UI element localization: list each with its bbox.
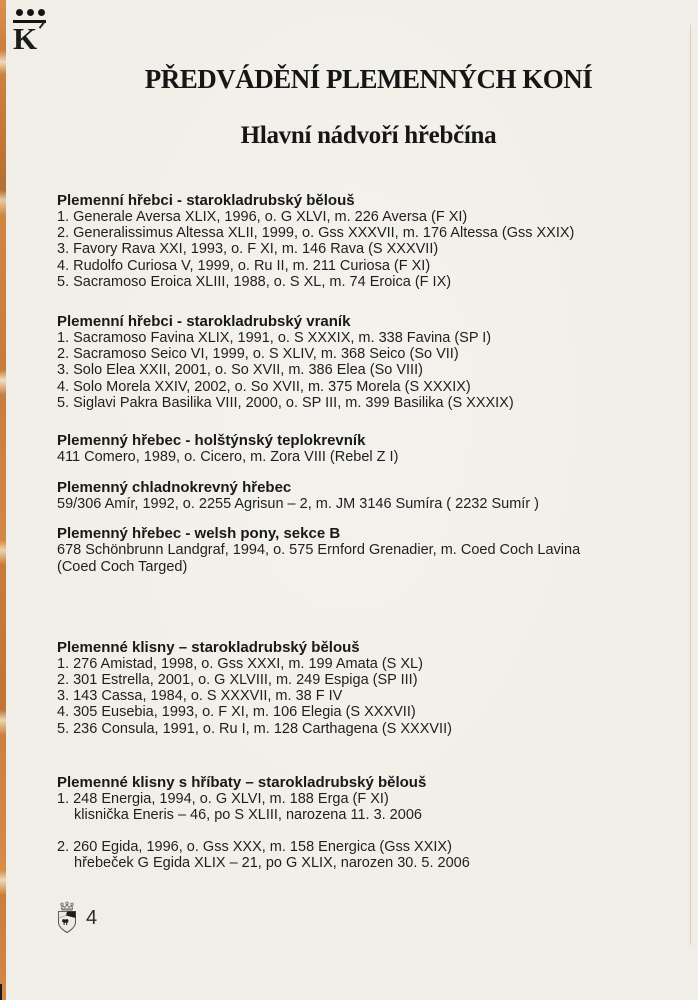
binding-stripe — [0, 0, 6, 1000]
page-footer — [55, 901, 97, 935]
horse-entry: 3. Solo Elea XXII, 2001, o. So XVII, m. 386 Elea (So VIII) — [57, 362, 423, 379]
logo-dot — [27, 9, 34, 16]
section-heading: Plemenní hřebci - starokladrubský vraník — [57, 313, 351, 331]
horse-entry: 1. 248 Energia, 1994, o. G XLVI, m. 188 Erga (F XI) — [57, 790, 389, 807]
section-heading: Plemenný hřebec - welsh pony, sekce B — [57, 525, 341, 543]
mare-foal-entry — [57, 791, 680, 823]
section-stallions-black — [57, 313, 680, 411]
horse-entry: 5. 236 Consula, 1991, o. Ru I, m. 128 Carthagena (S XXXVII) — [57, 720, 452, 737]
crest-icon — [55, 901, 79, 935]
page-number: 4 — [86, 906, 98, 929]
page-subtitle: Hlavní nádvoří hřebčína — [240, 122, 497, 149]
horse-entry: 5. Siglavi Pakra Basilika VIII, 2000, o. SP III, m. 399 Basilika (S XXXIX) — [57, 394, 514, 411]
section-stallion-holstein — [57, 432, 680, 465]
logo-accent-mark — [39, 21, 46, 29]
section-stallions-grey — [57, 192, 680, 290]
section-heading: Plemenný chladnokrevný hřebec — [57, 479, 292, 497]
horse-entry: 59/306 Amír, 1992, o. 2255 Agrisun – 2, m. JM 3146 Sumíra ( 2232 Sumír ) — [57, 496, 539, 513]
section-stallion-welsh-pony — [57, 525, 680, 574]
horse-entry: 678 Schönbrunn Landgraf, 1994, o. 575 Ernford Grenadier, m. Coed Coch Lavina — [57, 542, 581, 559]
horse-entry: 2. Sacramoso Seico VI, 1999, o. S XLIV, m. 368 Seico (So VII) — [57, 346, 459, 363]
section-heading: Plemenný hřebec - holštýnský teplokrevník — [57, 432, 366, 450]
scan-corner-mark — [0, 984, 2, 1000]
foal-detail: klisnička Eneris – 46, po S XLIII, narozena 11. 3. 2006 — [74, 807, 422, 824]
horse-entry: 3. 143 Cassa, 1984, o. S XXXVII, m. 38 F IV — [57, 688, 343, 705]
section-mares-with-foals — [57, 774, 680, 872]
horse-entry: 4. Rudolfo Curiosa V, 1999, o. Ru II, m. 211 Curiosa (F XI) — [57, 257, 431, 274]
logo-dot — [16, 9, 23, 16]
section-mares-grey — [57, 639, 680, 737]
logo-dot — [38, 9, 45, 16]
horse-entry: 2. Generalissimus Altessa XLII, 1999, o. Gss XXXVII, m. 176 Altessa (Gss XXIX) — [57, 225, 575, 242]
logo-letter-wrap — [13, 23, 53, 55]
horse-entry: 2. 301 Estrella, 2001, o. G XLVIII, m. 249 Espiga (SP III) — [57, 672, 418, 689]
page-content — [57, 0, 680, 872]
page-edge-line — [690, 25, 691, 945]
page-title: PŘEDVÁDĚNÍ PLEMENNÝCH KONÍ — [144, 64, 593, 94]
foal-detail: hřebeček G Egida XLIX – 21, po G XLIX, narozen 30. 5. 2006 — [74, 855, 470, 872]
horse-entry: 5. Sacramoso Eroica XLIII, 1988, o. S XL, m. 74 Eroica (F IX) — [57, 273, 452, 290]
horse-entry: 4. 305 Eusebia, 1993, o. F XI, m. 106 Elegia (S XXXVII) — [57, 704, 416, 721]
horse-entry: 1. 276 Amistad, 1998, o. Gss XXXI, m. 199 Amata (S XL) — [57, 655, 423, 672]
logo-dots-icon — [16, 9, 53, 16]
horse-entry: 4. Solo Morela XXIV, 2002, o. So XVII, m. 375 Morela (S XXXIX) — [57, 378, 471, 395]
logo-letter: K — [13, 21, 38, 56]
section-heading: Plemenné klisny s hříbaty – starokladrubský bělouš — [57, 773, 427, 791]
horse-entry: 2. 260 Egida, 1996, o. Gss XXX, m. 158 Energica (Gss XXIX) — [57, 839, 452, 856]
kladruby-logo — [13, 9, 53, 55]
section-heading: Plemenní hřebci - starokladrubský bělouš — [57, 192, 355, 209]
horse-entry: 1. Generale Aversa XLIX, 1996, o. G XLVI, m. 226 Aversa (F XI) — [57, 209, 468, 225]
mare-foal-entry — [57, 839, 680, 871]
section-heading: Plemenné klisny – starokladrubský bělouš — [57, 638, 360, 656]
horse-entry: 411 Comero, 1989, o. Cicero, m. Zora VIII (Rebel Z I) — [57, 449, 399, 466]
horse-entry: (Coed Coch Targed) — [57, 558, 188, 575]
horse-entry: 3. Favory Rava XXI, 1993, o. F XI, m. 146 Rava (S XXXVII) — [57, 241, 439, 258]
section-stallion-coldblood — [57, 479, 680, 512]
horse-entry: 1. Sacramoso Favina XLIX, 1991, o. S XXXIX, m. 338 Favina (SP I) — [57, 330, 492, 347]
